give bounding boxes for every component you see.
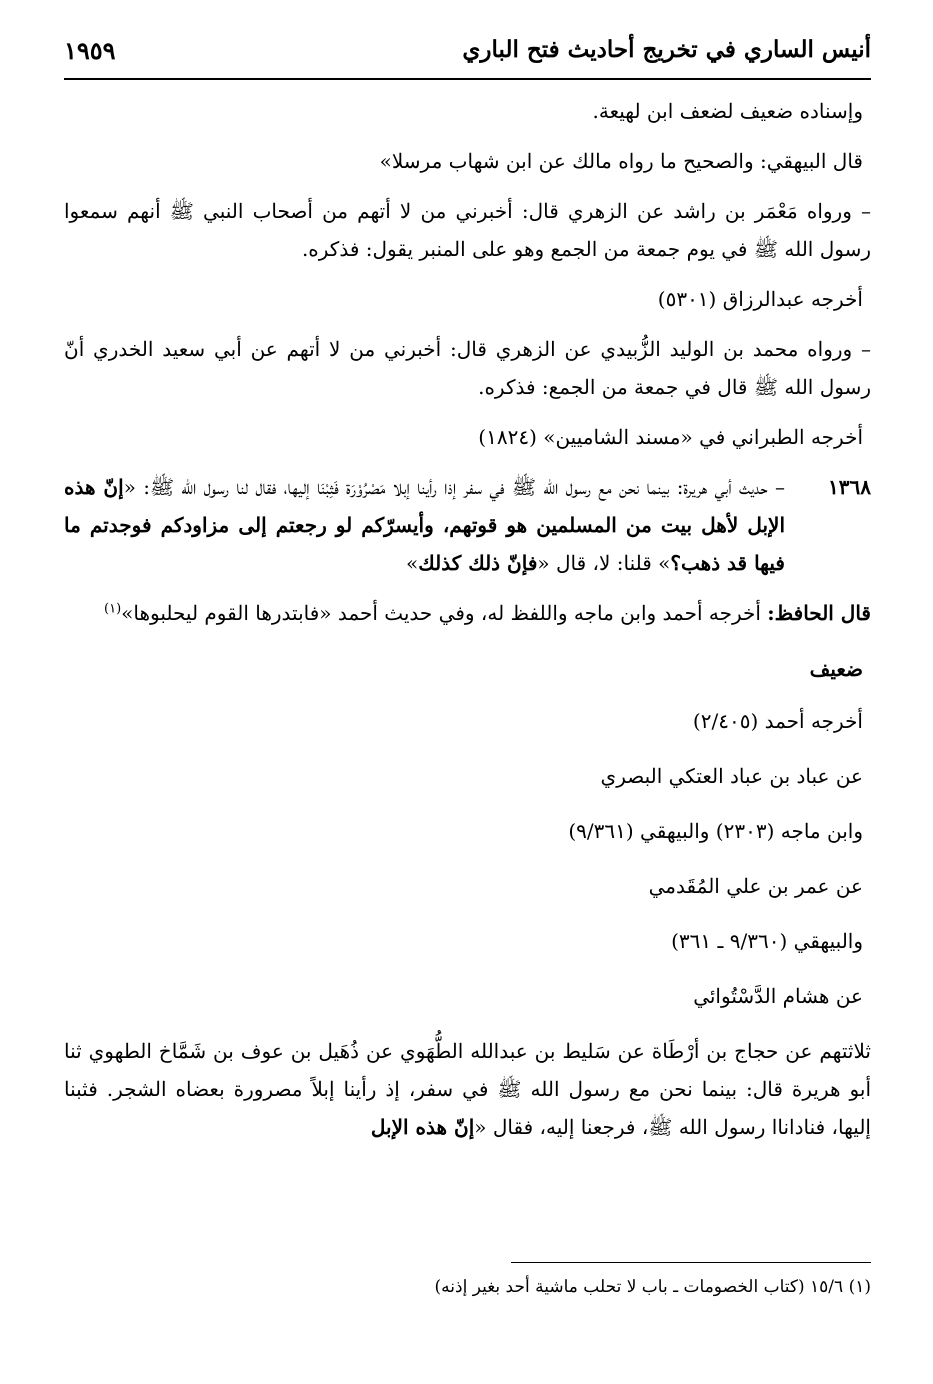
hadith-quote-bold: إنّ هذه الإبل لأهل بيت من المسلمين هو قوتهم، وأيسرّكم لو رجعتم إلى مزاودكم فوجدتم ما فيها قد ذهب؟ bbox=[64, 475, 785, 575]
paragraph-bayhaqi: قال البيهقي: والصحيح ما رواه مالك عن ابن شهاب مرسلا» bbox=[379, 149, 863, 173]
grade-heading: ضعيف bbox=[809, 657, 863, 681]
page-number: ١٩٥٩ bbox=[64, 36, 116, 65]
hadith-intro: – حديث أبي هريرة: بينما نحن مع رسول الله ﷺ في سفر إذا رأينا إبلا مَصْرُوْرَة فَثِبْنَا إليها، فقال لنا رسول الله ﷺ: « bbox=[123, 475, 785, 499]
page-body bbox=[64, 92, 871, 1158]
paragraph-chain-summary bbox=[64, 1032, 871, 1146]
hadith-end: » bbox=[406, 551, 419, 575]
paragraph-zubaydi: – ورواه محمد بن الوليد الزُّبيدي عن الزهري قال: أخبرني من لا أتهم عن أبي سعيد الخدري أنّ رسول الله ﷺ قال في جمعة من الجمع: فذكره. bbox=[64, 337, 871, 399]
hafiz-label: قال الحافظ: bbox=[767, 601, 871, 625]
paragraph-isnad-weak: وإسناده ضعيف لضعف ابن لهيعة. bbox=[592, 99, 863, 123]
running-title: أنيس الساري في تخريج أحاديث فتح الباري bbox=[462, 36, 871, 63]
takhrij-line: أخرجه أحمد (٢/٤٠٥) bbox=[692, 709, 863, 733]
takhrij-line: عن هشام الدَّسْتُوائي bbox=[693, 984, 863, 1008]
footnote-text: ١٥/٦ (كتاب الخصومات ـ باب لا تحلب ماشية أحد بغير إذنه) bbox=[434, 1277, 844, 1297]
hafiz-statement bbox=[64, 594, 871, 632]
hadith-quote-bold-2: فإنّ ذلك كذلك bbox=[418, 551, 538, 575]
takhrij-line: وابن ماجه (٢٣٠٣) والبيهقي (٩/٣٦١) bbox=[568, 819, 863, 843]
takhrij-line: عن عباد بن عباد العتكي البصري bbox=[600, 764, 863, 788]
header-divider bbox=[64, 78, 871, 80]
takhrij-line: والبيهقي (٩/٣٦٠ ـ ٣٦١) bbox=[671, 929, 863, 953]
chain-text: ثلاثتهم عن حجاج بن أرْطَاة عن سَليط بن عبدالله الطُّهَوي عن ذُهَيل بن عوف بن شَمَّاخ الطهوي ثنا أبو هريرة قال: بينما نحن مع رسول الله ﷺ في سفر، إذ رأينا إبلاً مصرورة بعضاه الشجر. فثبنا إليها، فناداناا رسول الله ﷺ، فرجعنا إليه، فقال « bbox=[64, 1039, 872, 1139]
hadith-entry bbox=[64, 468, 871, 582]
paragraph-tabarani: أخرجه الطبراني في «مسند الشاميين» (١٨٢٤) bbox=[478, 425, 863, 449]
chain-quote-bold: إنّ هذه الإبل bbox=[370, 1115, 475, 1139]
hadith-mid: » قلنا: لا، قال « bbox=[537, 551, 671, 575]
footnote-reference: (١) bbox=[104, 601, 122, 617]
footnote bbox=[64, 1270, 871, 1304]
takhrij-line: عن عمر بن علي المُقَدمي bbox=[648, 874, 863, 898]
paragraph-abdulrazzaq: أخرجه عبدالرزاق (٥٣٠١) bbox=[657, 287, 863, 311]
footnote-divider bbox=[511, 1262, 871, 1263]
hadith-number: ١٣٦٨ bbox=[828, 475, 871, 499]
hafiz-text: أخرجه أحمد وابن ماجه واللفظ له، وفي حديث أحمد «فابتدرها القوم ليحلبوها» bbox=[121, 601, 768, 625]
paragraph-mamar: – ورواه مَعْمَر بن راشد عن الزهري قال: أخبرني من لا أتهم من أصحاب النبي ﷺ أنهم سمعوا رسول الله ﷺ في يوم جمعة من الجمع وهو على المنبر يقول: فذكره. bbox=[64, 199, 871, 261]
footnote-marker: (١) bbox=[848, 1277, 871, 1297]
page-header bbox=[64, 30, 871, 80]
